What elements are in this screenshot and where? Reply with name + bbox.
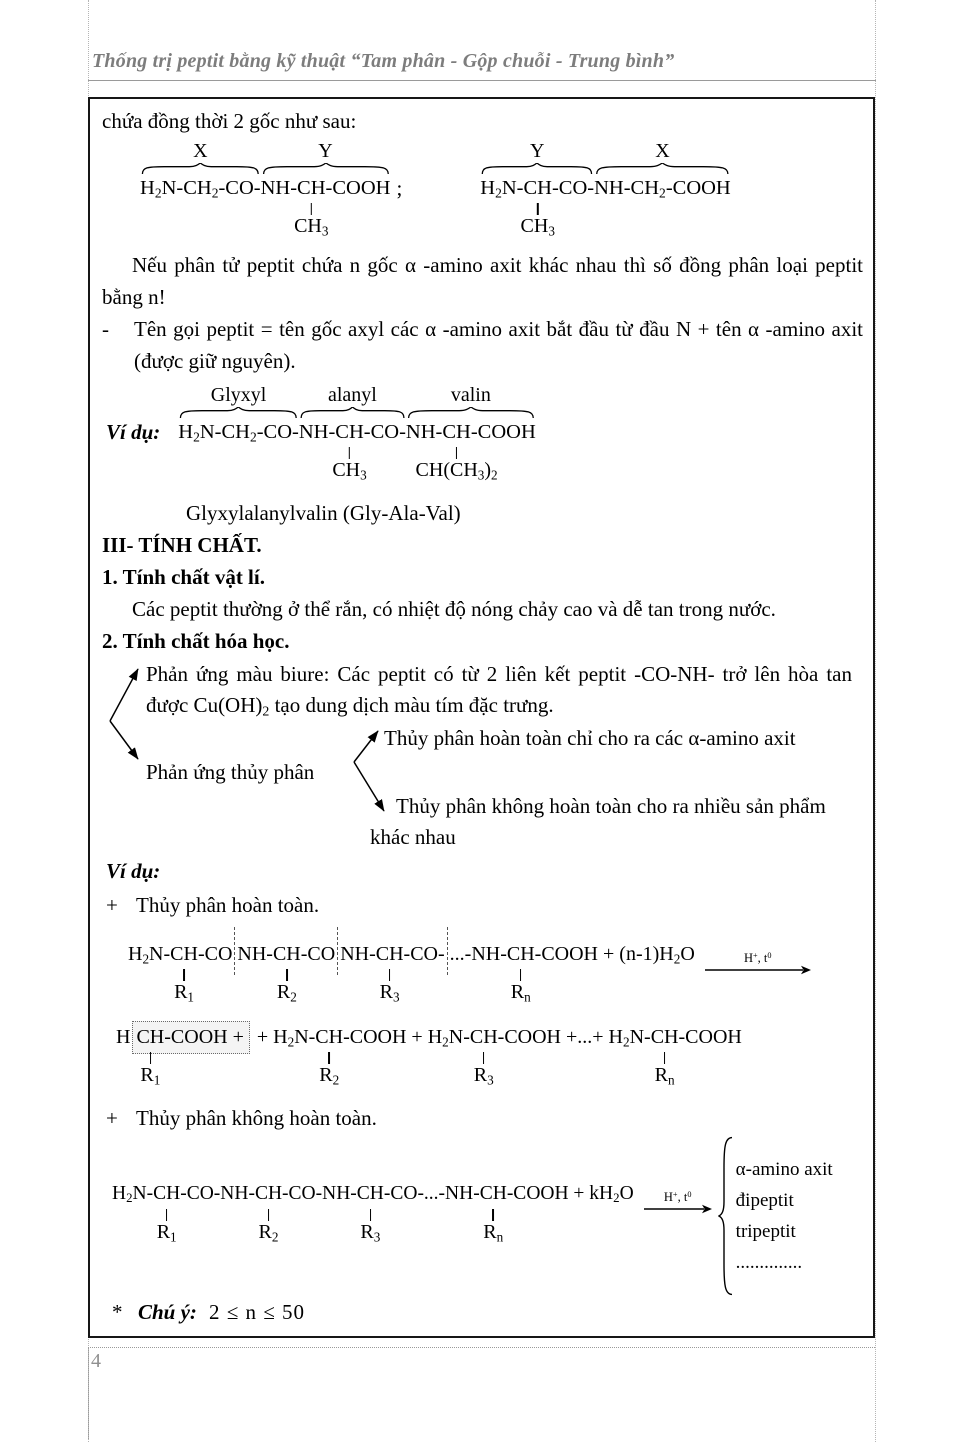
arrow-condition-label: H+, $t^0$ [663, 1189, 692, 1204]
group-formula: $H_2N-CH_2-CO-$ [140, 177, 261, 201]
formula-token: -COOH [678, 1026, 742, 1048]
r-group: $R_1$ [174, 969, 194, 1003]
content-box [88, 97, 875, 1338]
group-formula: NH-CH $CH_3$ -CO- [299, 418, 406, 447]
reactions-diagram [102, 659, 863, 855]
formula-token: H [116, 1026, 131, 1048]
intro-line: chứa đồng thời 2 gốc như sau: [102, 109, 357, 133]
biure-reaction-text: Phản ứng màu biure: Các peptit có từ 2 liên kết peptit -CO-NH- trở lên hòa tan được $Cu(OH)_2$ tạo dung dịch màu tím đặc trưng. [146, 662, 852, 719]
product-item: α-amino axit [735, 1159, 833, 1180]
ch-atom: CH $R_2$ [315, 1026, 344, 1088]
r-group: $R_1$ [157, 1209, 177, 1243]
equation-complete-hydrolysis [128, 927, 863, 1021]
equation-products [116, 1021, 863, 1100]
cleavage-dash-line [337, 927, 338, 975]
paragraph-isomer-count: Nếu phân tử peptit chứa n gốc α -amino axit khác nhau thì số đồng phân loại peptit bằng n! [102, 253, 863, 309]
brace-group [178, 383, 299, 447]
naming-rule-text: Tên gọi peptit = tên gốc axyl các α -amino axit bắt đầu từ đầu N + tên α -amino axit (được giữ nguyên). [134, 317, 863, 373]
bond-line [483, 1052, 485, 1064]
group-label: Glyxyl [210, 384, 267, 406]
formula-token: -CO- [403, 943, 445, 965]
reaction-arrow [705, 952, 811, 975]
ch-atom: CH $R_3$ [469, 1026, 498, 1088]
r-group: $R_3$ [474, 1052, 494, 1086]
section-title: III- TÍNH CHẤT. [102, 533, 262, 557]
formula-token: $H_2N-$ [128, 943, 171, 967]
ch-atom: CH $CH(CH_3)_2$ [415, 421, 498, 483]
arrow-condition-label: H+, $t^0$ [743, 950, 772, 965]
curly-brace-icon [718, 1136, 732, 1296]
formula-token: -CO-...-NH- [383, 1182, 480, 1204]
naming-rule [102, 313, 863, 377]
ch-atom: CH $R_1$ [153, 1182, 181, 1244]
bond-line [150, 1052, 152, 1064]
product-item: .............. [735, 1252, 803, 1273]
group-label: Y [529, 140, 545, 162]
ch-atom: CH $R_2$ [272, 943, 301, 1005]
formula-token: -CO-NH- [282, 1182, 357, 1204]
ch-atom: CH $R_1$ [170, 943, 198, 1005]
bond-line [328, 1052, 330, 1064]
arrow-icon [644, 1204, 712, 1214]
isomer-structure-right [480, 139, 731, 239]
note-label: Chú ý: [138, 1300, 197, 1324]
formula-token: -CO [300, 943, 336, 965]
arrow-icon [705, 965, 811, 975]
selection-box [132, 1021, 249, 1088]
page-footer [88, 1347, 875, 1439]
r-group: $R_2$ [277, 969, 297, 1003]
ch-atom: CH $R_n$ [650, 1026, 679, 1088]
group-label: X [193, 140, 208, 162]
ch-atom: CH $CH_3$ [332, 421, 367, 483]
ch-atom: CH $R_1$ [136, 1026, 165, 1088]
formula-token: -COOH + [164, 1026, 244, 1048]
bond-line [311, 203, 313, 215]
r-group: $R_n$ [511, 969, 531, 1003]
r-group: $R_1$ [140, 1052, 160, 1086]
formula-token: -CO-NH- [180, 1182, 255, 1204]
chem-title: 2. Tính chất hóa học. [102, 629, 290, 653]
complete-hydrolysis-text: Thủy phân hoàn toàn chỉ cho ra các α-amino axit [384, 726, 796, 750]
substituent: $CH_3$ [294, 203, 328, 237]
isomer-formula-pair [140, 139, 863, 239]
bond-line [286, 969, 288, 981]
cleavage-dash-line [234, 927, 235, 975]
ch-atom: CH $R_n$ [506, 943, 535, 1005]
bond-line [268, 1209, 270, 1221]
brace-group [480, 139, 595, 239]
ch-atom: CH $R_3$ [375, 943, 404, 1005]
case2-line [106, 1102, 863, 1134]
overbrace-icon [594, 163, 731, 174]
ch-atom: CH $CH_3$ [520, 177, 555, 239]
r-group: $R_n$ [483, 1209, 503, 1243]
group-label: X [655, 140, 670, 162]
phys-body: Các peptit thường ở thể rắn, có nhiệt độ nóng chảy cao và dễ tan trong nước. [132, 597, 776, 621]
product-set [718, 1136, 833, 1296]
group-formula: $NH-CH_2$-COOH [594, 177, 731, 201]
case2-text: Thủy phân không hoàn toàn. [136, 1106, 377, 1130]
page-number: 4 [91, 1350, 101, 1372]
group-formula: $H_2N-CH$ $CH_3$ -CO- [480, 174, 594, 203]
list-dash: - [102, 317, 109, 341]
substituent: $CH(CH_3)_2$ [416, 447, 498, 481]
glyalaval-structure [178, 383, 536, 483]
ch-atom: CH $R_2$ [254, 1182, 283, 1244]
group-label: alanyl [327, 384, 377, 406]
formula-token: $H_2N-$ [112, 1182, 154, 1205]
formula-token: -COOH + $H_2N-$ [343, 1026, 470, 1050]
example-label: Ví dụ: [106, 420, 161, 444]
example-result: Glyxylalanylvalin (Gly-Ala-Val) [186, 501, 461, 525]
incomplete-hydrolysis-text: Thủy phân không hoàn toàn cho ra nhiều sản phẩm khác nhau [370, 794, 826, 849]
r-group: $R_2$ [259, 1209, 279, 1243]
bond-line [183, 969, 185, 981]
formula-token: + $H_2N-$ [256, 1026, 316, 1050]
isomer-structure-left [140, 139, 403, 239]
r-group: $R_3$ [360, 1209, 380, 1243]
plus-sign: + [106, 893, 118, 917]
naming-example [106, 383, 863, 483]
product-item: đipeptit [735, 1190, 794, 1211]
cleavage-dash-line [447, 927, 448, 975]
header-title: Thống trị peptit bằng kỹ thuật “Tam phân - Gộp chuỗi - Trung bình” [92, 50, 675, 72]
bond-line [456, 447, 458, 459]
formula-token: NH- [237, 943, 273, 965]
overbrace-icon [480, 163, 594, 174]
formula-token: -COOH + $kH_2O$ [506, 1182, 634, 1205]
r-group: $R_2$ [319, 1052, 339, 1086]
formula-token: -CO [197, 943, 233, 965]
formula-token: ...-NH- [449, 943, 507, 965]
overbrace-icon [406, 407, 536, 418]
brace-group [140, 139, 261, 203]
group-formula: NH-CH $CH_3$ -COOH [261, 174, 391, 203]
overbrace-icon [140, 163, 261, 174]
brace-group [260, 139, 391, 239]
plus-sign: + [106, 1106, 118, 1130]
case1-text: Thủy phân hoàn toàn. [136, 893, 320, 917]
asterisk: * [112, 1300, 123, 1324]
bond-line [493, 1209, 495, 1221]
group-formula: $H_2N-CH_2-CO-$ [178, 421, 299, 445]
overbrace-icon [261, 163, 391, 174]
example2-label: Ví dụ: [106, 859, 161, 883]
hydrolysis-label: Phản ứng thủy phân [146, 760, 315, 784]
phys-title: 1. Tính chất vật lí. [102, 565, 265, 589]
overbrace-icon [178, 407, 299, 418]
bond-line [389, 969, 391, 981]
bond-line [349, 447, 351, 459]
ch-atom: CH $CH_3$ [294, 177, 329, 239]
bond-line [166, 1209, 168, 1221]
ch-atom: CH $R_n$ [479, 1182, 507, 1244]
reaction-arrow [644, 1191, 712, 1214]
bond-line [537, 203, 539, 215]
product-item: tripeptit [735, 1221, 796, 1242]
r-group: $R_n$ [655, 1052, 675, 1086]
brace-group [594, 139, 731, 203]
group-formula: NH-CH $CH(CH_3)_2$ -COOH [406, 418, 536, 447]
note-line [112, 1296, 863, 1328]
formula-token: -COOH +...+ $H_2N-$ [497, 1026, 651, 1050]
case1-line [106, 889, 863, 921]
separator: ; [396, 176, 403, 200]
bond-line [520, 969, 522, 981]
reactant-formula [112, 1179, 712, 1254]
r-group: $R_3$ [380, 969, 400, 1003]
equation-partial-hydrolysis [112, 1136, 863, 1296]
right-margin-guide [875, 0, 876, 1442]
note-text: 2 ≤ n ≤ 50 [208, 1300, 305, 1324]
bond-line [664, 1052, 666, 1064]
formula-token: NH- [340, 943, 376, 965]
group-label: valin [450, 384, 491, 406]
product-list [732, 1154, 833, 1278]
bond-line [370, 1209, 372, 1221]
group-label: Y [318, 140, 333, 162]
substituent: $CH_3$ [332, 447, 366, 481]
ch-atom: CH $R_3$ [356, 1182, 384, 1244]
page-header [88, 50, 876, 81]
formula-token: -COOH + $(n-1)H_2O$ [534, 943, 695, 967]
substituent: $CH_3$ [521, 203, 555, 237]
overbrace-icon [299, 407, 406, 418]
brace-group [405, 383, 536, 483]
brace-group [298, 383, 406, 483]
